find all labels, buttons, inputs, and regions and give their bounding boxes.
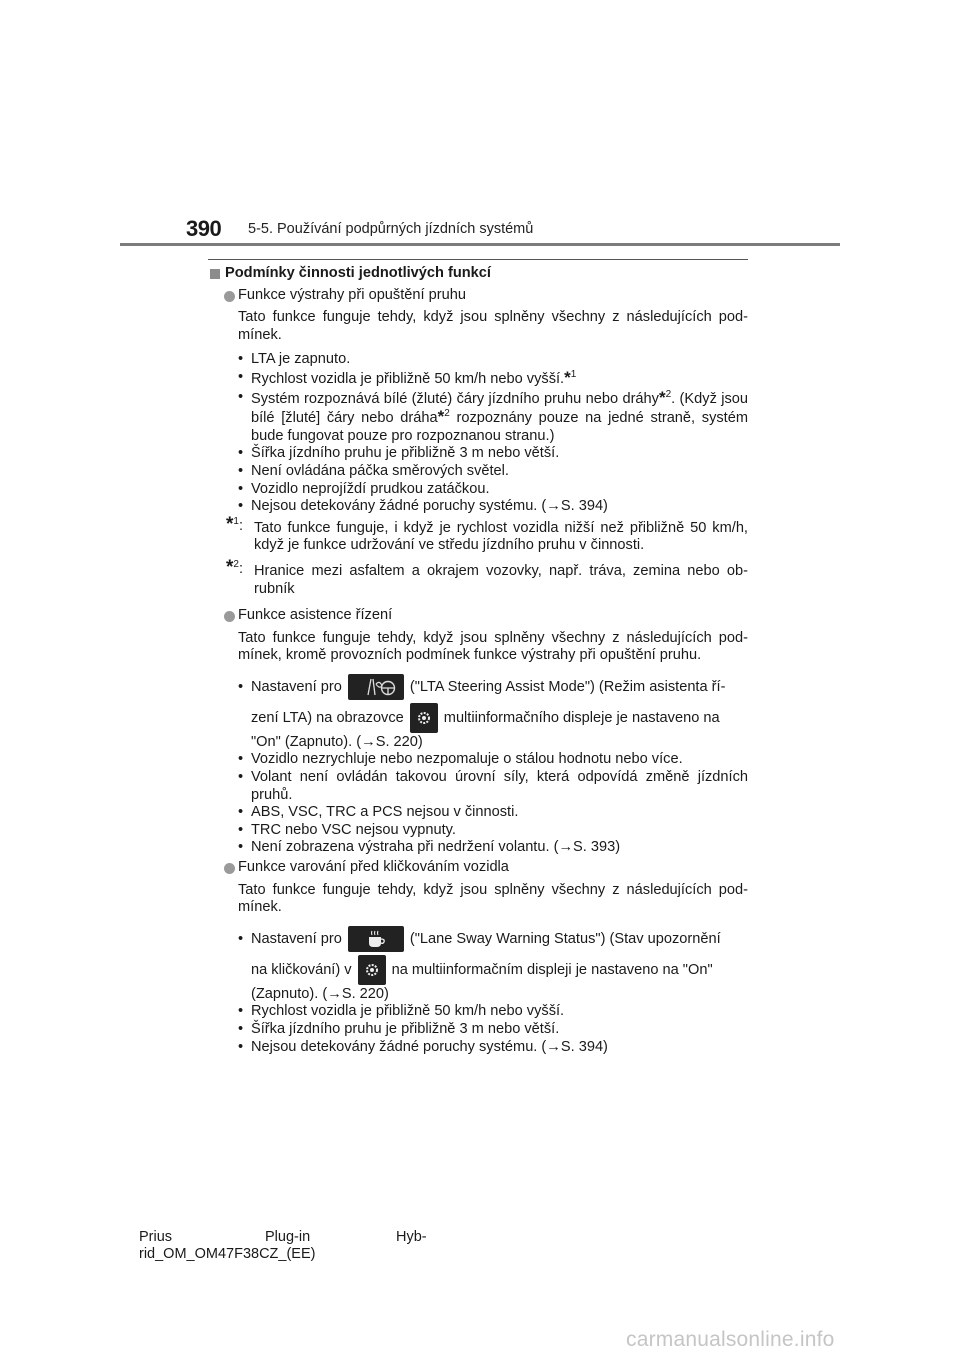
list-item: • Rychlost vozidla je přibližně 50 km/h nebo vyšší. — [238, 1003, 748, 1021]
footnote-text: Tato funkce funguje, i když je rychlost vozidla nižší než přibližně 50 km/h, když je funkce udržování ve středu jízdního pruhu v činnosti. — [254, 519, 748, 554]
list-item — [238, 672, 748, 752]
lda-conditions — [238, 351, 748, 515]
list-item-text: Systém rozpoznává bílé (žluté) čáry jízdního pruhu nebo dráhy — [251, 390, 659, 407]
list-item — [238, 389, 748, 446]
list-item: • Není zobrazena výstraha při nedržení volantu. (→S. 393) — [238, 839, 748, 857]
list-item-text: . (Když jsou bílé [žluté] čáry nebo dráha — [251, 390, 748, 427]
footnote-star: * — [658, 387, 666, 407]
list-item: • Nejsou detekovány žádné poruchy systému. (→S. 394) — [238, 1039, 748, 1057]
footnote-mark: *$^2$: — [226, 556, 244, 578]
list-item-text: Nastavení pro — [251, 930, 342, 947]
list-item — [238, 924, 748, 1004]
circle-bullet-icon — [224, 291, 235, 302]
footnote-number: 2 — [233, 558, 239, 570]
list-item: • TRC nebo VSC nejsou vypnuty. — [238, 822, 748, 840]
sway-intro: Tato funkce funguje tehdy, když jsou splněny všechny z následujících pod-mínek. — [238, 881, 748, 916]
footnote-text: Hranice mezi asfaltem a okrajem vozovky, např. tráva, zemina nebo ob-rubník — [254, 562, 748, 597]
footnote-star: * — [564, 367, 571, 387]
main-content — [210, 265, 748, 1056]
footer-text: Plug-in — [265, 1229, 311, 1245]
list-item: • Volant není ovládán takovou úrovní síly, která odpovídá změně jízdních pruhů. — [238, 769, 748, 804]
circle-bullet-icon — [224, 863, 235, 874]
sway-heading — [210, 859, 748, 877]
list-item-text: na multiinformačním displeji je nastaveno na "On" — [391, 961, 713, 978]
lda-title: Funkce výstrahy při opuštění pruhu — [238, 286, 466, 303]
square-bullet-icon — [210, 269, 220, 279]
footnote-star: * — [437, 407, 445, 427]
section-heading — [210, 265, 748, 283]
gear-settings-icon — [410, 703, 438, 733]
list-item-text: ("Lane Sway Warning Status") (Stav upozornění — [409, 930, 721, 947]
list-item-text: rozpoznány pouze na jedné straně, systém bude fungovat pouze pro rozpoznanou stranu.) — [251, 410, 749, 444]
list-item: • Vozidlo neprojíždí prudkou zatáčkou. — [238, 481, 748, 499]
chapter-title: 5-5. Používání podpůrných jízdních systémů — [248, 221, 534, 237]
list-item: • Šířka jízdního pruhu je přibližně 3 m nebo větší. — [238, 445, 748, 463]
steering-heading — [210, 607, 748, 625]
steering-conditions — [238, 672, 748, 857]
lda-heading — [210, 287, 748, 305]
footnote-1 — [210, 513, 748, 555]
list-item — [238, 369, 748, 389]
list-item-text: zení LTA) na obrazovce — [251, 709, 404, 726]
list-item: • Nejsou detekovány žádné poruchy systému. (→S. 394) — [238, 498, 748, 516]
footnote-mark: *$^1$: — [226, 513, 244, 535]
list-item-text: "On" (Zapnuto). (→S. 220) — [251, 733, 423, 750]
steering-intro: Tato funkce funguje tehdy, když jsou splněny všechny z následujících pod-mínek, kromě provozních podmínek funkce výstrahy při opuštění pruhu. — [238, 629, 748, 664]
lta-steering-assist-icon — [348, 674, 404, 700]
document-footer — [139, 1229, 427, 1263]
gear-settings-icon — [358, 955, 386, 985]
list-item-text: Rychlost vozidla je přibližně 50 km/h nebo vyšší. — [251, 370, 565, 387]
footnote-2 — [210, 556, 748, 598]
list-item-text: multiinformačního displeje je nastaveno na — [443, 709, 720, 726]
header-divider — [120, 243, 840, 246]
section-title: Podmínky činnosti jednotlivých funkcí — [225, 265, 491, 281]
list-item: • ABS, VSC, TRC a PCS nejsou v činnosti. — [238, 804, 748, 822]
list-item-text: ("LTA Steering Assist Mode") (Režim asistenta ří- — [409, 678, 726, 695]
footnote-ref: 2 — [665, 388, 672, 400]
footer-line-2: rid_OM_OM47F38CZ_(EE) — [139, 1246, 316, 1262]
footer-text: Hyb- — [396, 1229, 427, 1245]
lda-intro: Tato funkce funguje tehdy, když jsou splněny všechny z následujících pod-mínek. — [238, 309, 748, 343]
list-item: • Není ovládána páčka směrových světel. — [238, 463, 748, 481]
list-item-text: (Zapnuto). (→S. 220) — [251, 985, 389, 1002]
sway-title: Funkce varování před kličkováním vozidla — [238, 859, 509, 876]
coffee-cup-icon — [348, 926, 404, 952]
circle-bullet-icon — [224, 611, 235, 622]
footnote-number: 1 — [233, 515, 239, 527]
list-item-text: na kličkování) v — [251, 961, 352, 978]
footnote-ref: 1 — [570, 368, 577, 380]
section-divider — [208, 259, 748, 260]
list-item: • LTA je zapnuto. — [238, 351, 748, 369]
footer-text: Prius — [139, 1229, 173, 1245]
list-item: • Šířka jízdního pruhu je přibližně 3 m nebo větší. — [238, 1021, 748, 1039]
footer-line-1 — [139, 1229, 427, 1246]
list-item-text: Nastavení pro — [251, 678, 342, 695]
list-item: • Vozidlo nezrychluje nebo nezpomaluje o stálou hodnotu nebo více. — [238, 751, 748, 769]
watermark: carmanualsonline.info — [626, 1328, 835, 1351]
steering-title: Funkce asistence řízení — [238, 607, 393, 624]
page-number: 390 — [186, 216, 222, 241]
sway-conditions — [238, 924, 748, 1056]
footnote-ref: 2 — [444, 408, 450, 420]
